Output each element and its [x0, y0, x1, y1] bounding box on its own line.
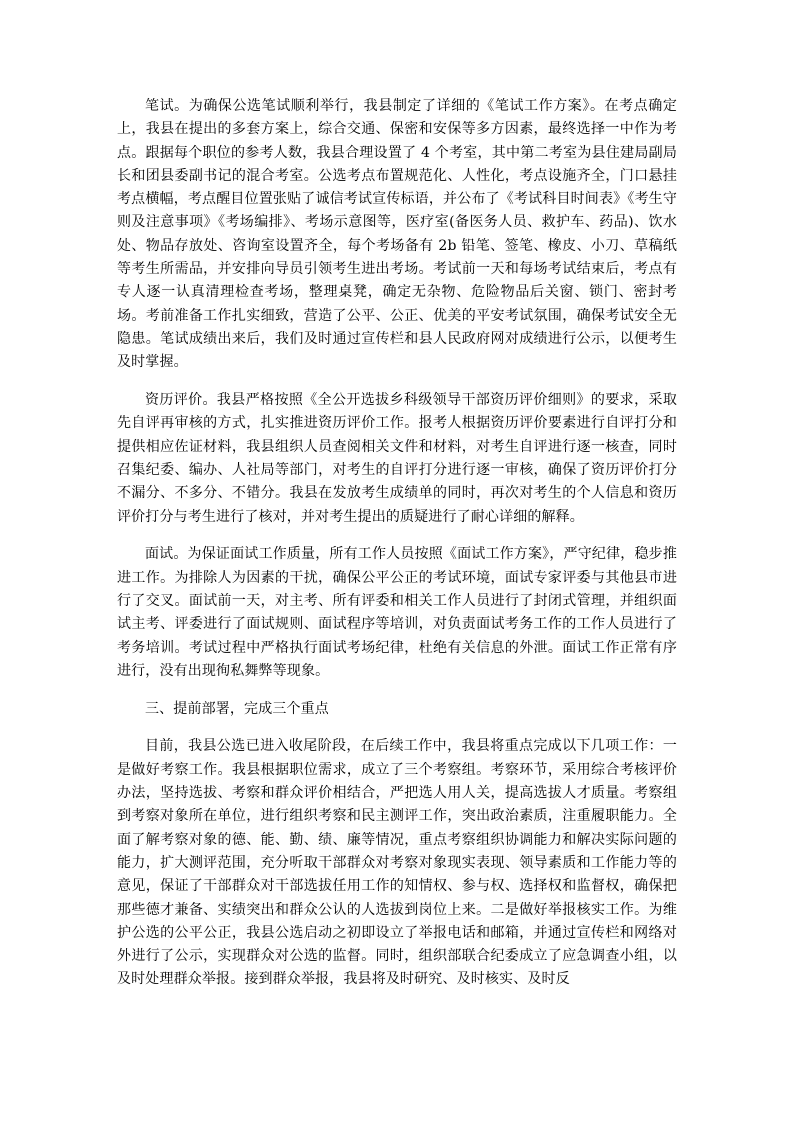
section-heading: 三、提前部署，完成三个重点 [145, 700, 329, 717]
paragraph-interview: 面试。为保证面试工作质量，所有工作人员按照《面试工作方案》，严守纪律，稳步推进工作。为排除人为因素的干扰，确保公平公正的考试环境，面试专家评委与其他县市进行了交叉。面试前一天，对主考、所有评委和相关工作人员进行了封闭式管理，并组织面试主考、评委进行了面试规则、面试程序等培训，对负责面试考务工作的工作人员进行了考务培训。考试过程中严格执行面试考场纪律，杜绝有关信息的外泄。面试工作正常有序进行，没有出现徇私舞弊等现象。 [117, 546, 677, 679]
document-page [117, 95, 677, 1006]
paragraph-written-exam: 笔试。为确保公选笔试顺利举行，我县制定了详细的《笔试工作方案》。在考点确定上，我县在提出的多套方案上，综合交通、保密和安保等多方因素，最终选择一中作为考点。跟据每个职位的参考人数，我县合理设置了 4 个考室，其中第二考室为县住建局副局长和团县委副书记的混合考室。公选考点布置规范化、人性化，考点设施齐全，门口悬挂考点横幅，考点醒目位置张贴了诚信考试宣传标语，并公布了《考试科目时间表》《考生守则及注意事项》《考场编排》、考场示意图等，医疗室(备医务人员、救护车、药品)、饮水处、物品存放处、咨询室设置齐全，每个考场备有 2b 铅笔、签笔、橡皮、小刀、草稿纸等考生所需品，并安排向导员引领考生进出考场。考试前一天和每场考试结束后，考点有专人逐一认真清理检查考场，整理桌凳，确定无杂物、危险物品后关窗、锁门、密封考场。考前准备工作扎实细致，营造了公平、公正、优美的平安考试氛围，确保考试安全无隐患。笔试成绩出来后，我们及时通过宣传栏和县人民政府网对成绩进行公示，以便考生及时掌握。 [117, 98, 677, 371]
paragraph-next-steps: 目前，我县公选已进入收尾阶段，在后续工作中，我县将重点完成以下几项工作：一是做好考察工作。我县根据职位需求，成立了三个考察组。考察环节，采用综合考核评价办法，坚持选拔、考察和群众评价相结合，严把选人用人关，提高选拔人才质量。考察组到考察对象所在单位，进行组织考察和民主测评工作，突出政治素质，注重履职能力。全面了解考察对象的德、能、勤、绩、廉等情况，重点考察组织协调能力和解决实际问题的能力，扩大测评范围，充分听取干部群众对考察对象现实表现、领导素质和工作能力等的意见，保证了干部群众对干部选拔任用工作的知情权、参与权、选择权和监督权，确保把那些德才兼备、实绩突出和群众公认的人选拔到岗位上来。二是做好举报核实工作。为维护公选的公平公正，我县公选启动之初即设立了举报电话和邮箱，并通过宣传栏和网络对外进行了公示，实现群众对公选的监督。同时，组织部联合纪委成立了应急调查小组，以及时处理群众举报。接到群众举报，我县将及时研究、及时核实、及时反 [117, 738, 677, 988]
paragraph-qualification-evaluation: 资历评价。我县严格按照《全公开选拔乡科级领导干部资历评价细则》的要求，采取先自评再审核的方式，扎实推进资历评价工作。报考人根据资历评价要素进行自评打分和提供相应佐证材料，我县组织人员查阅相关文件和材料，对考生自评进行逐一核查，同时召集纪委、编办、人社局等部门，对考生的自评打分进行逐一审核，确保了资历评价打分不漏分、不多分、不错分。我县在发放考生成绩单的同时，再次对考生的个人信息和资历评价打分与考生进行了核对，并对考生提出的质疑进行了耐心详细的解释。 [117, 392, 677, 525]
